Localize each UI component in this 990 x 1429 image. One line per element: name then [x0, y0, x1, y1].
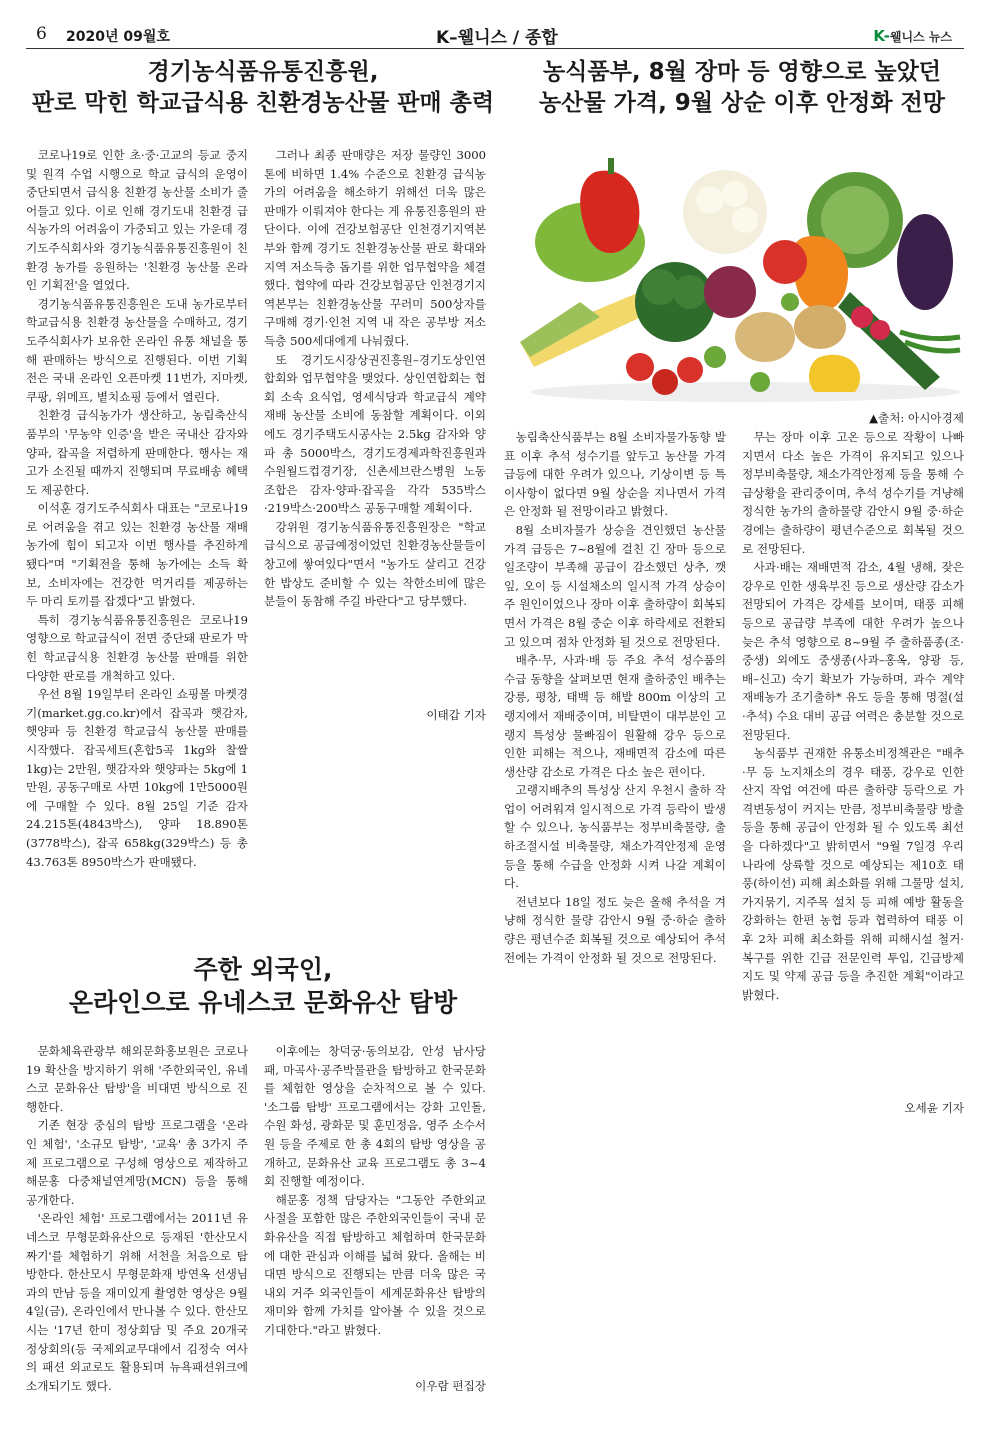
paragraph: 8월 소비자물가 상승을 견인했던 농산물 가격 급등은 7~8월에 걸친 긴 장마 등으로 일조량이 부족해 공급이 감소했던 상추, 깻잎, 오이 등 시설채소의 일시적 가격 상승이 주 원인이었으나 장마 이후 출하량이 회복되면서 가격은 8월 중순 이후 하락세로 전환되고 있으며 점차 안정화 될 것으로 전망된다. [504, 522, 726, 649]
publication-logo [873, 27, 952, 45]
article3-column-1 [504, 428, 726, 967]
paragraph: 고랭지배추의 특성상 산지 우천시 출하 작업이 어려워져 일시적으로 가격 등락이 발생할 수 있으나, 농식품부는 정부비축물량, 출하조절시설 비축물량, 채소가격안정제 운영 등을 통해 수급을 안정화 시켜 나갈 계획이다. [504, 783, 726, 891]
paragraph: 이석훈 경기도주식회사 대표는 "코로나19로 어려움을 겪고 있는 친환경 농산물 재배농가에 힘이 되고자 이번 행사를 추진하게 됐다"며 "기획전을 통해 농가에는 소득 확보, 소비자에는 건강한 먹거리를 제공하는 두 마리 토끼를 잡겠다"고 밝혔다. [26, 501, 248, 609]
article2-column-1 [26, 1042, 248, 1395]
article1-column-1 [26, 146, 248, 871]
page-header [26, 22, 964, 49]
article1-headline-line1: 경기농식품유통진흥원, [147, 59, 379, 85]
article1-byline: 이태갑 기자 [426, 708, 486, 722]
paragraph: 무는 장마 이후 고온 등으로 작황이 나빠지면서 다소 높은 가격이 유지되고 있으나 정부비축물량, 채소가격안정제 등을 통해 수급상황을 관리중이며, 추석 성수기를 겨냥해 정식한 농가의 출하물량 감안시 9월 중·하순경에는 출하량이 평년수준으로 회복될 것으로 전망된다. [742, 430, 964, 556]
page-number: 6 [36, 24, 47, 44]
article1-headline-line2: 판로 막힌 학교급식용 친환경농산물 판매 총력 [31, 89, 495, 116]
logo-k-mark: K- [873, 27, 890, 45]
paragraph: 친환경 급식농가가 생산하고, 농림축산식품부의 '무농약 인증'을 받은 국내산 감자와 양파, 잡곡을 저렴하게 판매한다. 행사는 재고가 소진될 때까지 진행되며 무료배송 혜택도 제공한다. [26, 408, 248, 497]
article3-byline: 오세윤 기자 [904, 1101, 964, 1115]
article3-headline-line1: 농식품부, 8월 장마 등 영향으로 높았던 [542, 59, 942, 85]
paragraph: 전년보다 18일 정도 늦은 올해 추석을 겨냥해 정식한 물량 감안시 9월 중·하순 출하량은 평년수준 회복될 것으로 예상되어 추석 전에는 가격이 안정화 될 것으로 전망된다. [504, 894, 726, 965]
paragraph: 사과·배는 재배면적 감소, 4월 냉해, 잦은 강우로 인한 생육부진 등으로 생산량 감소가 전망되어 가격은 강세를 보이며, 태풍 피해 등으로 공급량 부족에 대한 우려가 높으나 늦은 추석 영향으로 8~9월 주 출하품종(조·중생) 외에도 중생종(사과–홍옥, 양광 등, 배–신고) 숙기 확보가 가능하며, 과수 계약재배농가 조기출하* 유도 등을 통해 명절(설·추석) 수요 대비 공급 여력은 충분할 것으로 전망된다. [742, 560, 964, 742]
paragraph: 배추·무, 사과·배 등 주요 추석 성수품의 수급 동향을 살펴보면 현재 출하중인 배추는 강릉, 평창, 태백 등 해발 800m 이상의 고랭지에서 재배중이며, 비탈면이 대부분인 고랭지 특성상 물빠짐이 원활해 강우 등으로 인한 피해는 적으나, 재배면적 감소에 따른 생산량 감소로 가격은 다소 높은 편이다. [504, 653, 726, 779]
paragraph: 기존 현장 중심의 탐방 프로그램을 '온라인 체험', '소규모 탐방', '교육' 총 3가지 주제 프로그램으로 구성해 영상으로 제작하고 해문홍 다중채널연계망(MCN) 등을 통해 공개한다. [26, 1118, 248, 1207]
vegetables-photo [520, 142, 964, 406]
paragraph: 농림축산식품부는 8월 소비자물가동향 발표 이후 추석 성수기를 앞두고 농산물 가격 급등에 대한 우려가 있으나, 기상이변 등 특이사항이 없다면 9월 상순을 지나면서 가격은 안정화 될 전망이라고 밝혔다. [504, 430, 726, 519]
article2-headline [26, 953, 500, 1020]
article3-headline [514, 57, 970, 118]
logo-text: 웰니스 뉴스 [889, 30, 952, 44]
article2-column-2 [264, 1042, 486, 1340]
article3-column-2 [742, 428, 964, 1004]
paragraph: 문화체육관광부 해외문화홍보원은 코로나19 확산을 방지하기 위해 '주한외국인, 유네스코 문화유산 탐방'을 비대면 방식으로 진행한다. [26, 1044, 248, 1114]
paragraph: 이후에는 창덕궁·동의보감, 안성 남사당패, 마곡사·공주박물관을 탐방하고 한국문화를 체험한 영상을 순차적으로 볼 수 있다. '소그룹 탐방' 프로그램에서는 강화 고인돌, 수원 화성, 광화문 및 훈민정음, 영주 소수서원 등을 주제로 한 총 4회의 탐방 영상을 공개하고, 문화유산 교육 프로그램도 총 3~4회 진행할 예정이다. [264, 1044, 486, 1189]
article3-headline-line2: 농산물 가격, 9월 상순 이후 안정화 전망 [538, 89, 946, 116]
paragraph: 그러나 최종 판매량은 저장 물량인 3000톤에 비하면 1.4% 수준으로 친환경 급식농가의 어려움을 해소하기 위해선 더욱 많은 판매가 이뤄져야 한다는 게 유통진흥원의 판단이다. 이에 건강보험공단 인천경기지역본부와 함께 경기도 친환경농산물 판로 확대와 지역 저소득층 돕기를 위한 업무협약을 체결했다. 협약에 따라 건강보험공단 인천경기지역본부는 친환경농산물 꾸러미 500상자를 구매해 경기·인천 지역 내 작은 공부방 저소득층 500세대에게 나눠줬다. [264, 148, 486, 348]
article2-headline-line1: 주한 외국인, [193, 955, 333, 984]
paragraph: 해문홍 정책 담당자는 "그동안 주한외교사절을 포함한 많은 주한외국인들이 국내 문화유산을 직접 탐방하고 체험하며 한국문화에 대한 관심과 이해를 넓혀 왔다. 올해는 비대면 방식으로 진행되는 만큼 더욱 많은 국내외 거주 외국인들이 세계문화유산 탐방의 재미와 함께 가치를 알아볼 수 있을 것으로 기대한다."라고 밝혔다. [264, 1192, 486, 1337]
photo-caption: ▲출처: 아시아경제 [869, 411, 964, 425]
article1-column-2 [264, 146, 486, 611]
article2-byline: 이우람 편집장 [415, 1379, 486, 1393]
paragraph: 특히 경기농식품유통진흥원은 코로나19 영향으로 학교급식이 전면 중단돼 판로가 막힌 학교급식용 친환경 농산물 판매를 위한 다양한 판로를 개척하고 있다. [26, 612, 248, 683]
paragraph: 강위원 경기농식품유통진흥원장은 "학교급식으로 공급예정이었던 친환경농산물들이 창고에 쌓여있다"면서 "농가도 살리고 건강한 밥상도 준비할 수 있는 착한소비에 많은 분들이 동참해 주길 바란다"고 당부했다. [264, 519, 486, 609]
article2-headline-line2: 온라인으로 유네스코 문화유산 탐방 [68, 988, 458, 1018]
issue-date: 2020년 09월호 [66, 29, 170, 45]
paragraph: '온라인 체험' 프로그램에서는 2011년 유네스코 무형문화유산으로 등재된 '한산모시 짜기'를 체험하기 위해 서천을 처음으로 탐방한다. 한산모시 무형문화재 방연옥 선생님과의 만남 등을 재미있게 촬영한 영상은 9월 4일(금), 온라인에서 만나볼 수 있다. 한산모시는 '17년 한미 정상회담 및 주요 20개국 정상회의(등 국제외교무대에서 김정숙 여사의 패션 외교로도 활용되며 뉴욕패션위크에 소개되기도 했다. [26, 1211, 248, 1393]
paragraph: 경기농식품유통진흥원은 도내 농가로부터 학교급식용 친환경 농산물을 수매하고, 경기도주식회사가 보유한 온라인 유통 채널을 통해 판매하는 방식으로 진행된다. 이번 기획전은 국내 온라인 오픈마켓 11번가, 지마켓, 쿠팡, 위메프, 볕치쇼핑 등에서 열린다. [26, 296, 248, 404]
paragraph: 농식품부 권재한 유통소비정책관은 "배추·무 등 노지채소의 경우 태풍, 강우로 인한 산지 작업 여건에 따른 출하량 등락으로 가격변동성이 커지는 만큼, 정부비축물량 방출 등을 통해 공급이 안정화 될 수 있도록 최선을 다하겠다"고 밝히면서 "9월 7일경 우리나라에 상륙할 것으로 예상되는 제10호 태풍(하이선) 피해 최소화를 위해 그물망 설치, 가지묶기, 지주목 설치 등 피해 예방 활동을 강화하는 한편 농협 등과 협력하여 태풍 이후 2차 피해 최소화를 위해 피해시설 철거·복구를 위한 긴급 전문인력 투입, 긴급방제 지도 및 약제 공급 등을 추진한 계획"이라고 밝혔다. [742, 746, 964, 1002]
paragraph: 우선 8월 19일부터 온라인 쇼핑몰 마켓경기(market.gg.co.kr)에서 잡곡과 햇감자, 햇양파 등 친환경 학교급식 농산물 판매를 시작했다. 잡곡세트(혼합5곡 1kg와 찰쌀 1kg)는 2만원, 햇감자와 햇양파는 5kg에 1만원, 공동구매로 사면 10kg에 1만5000원에 구매할 수 있다. 8월 25일 기준 감자 24.215톤(4843박스), 양파 18.890톤(3778박스), 잡곡 658kg(329박스) 등 총 43.763톤 8950박스가 판매됐다. [26, 687, 248, 869]
article1-headline [26, 57, 500, 118]
paragraph: 코로나19로 인한 초·중·고교의 등교 중지 및 원격 수업 시행으로 학교 급식의 운영이 중단되면서 급식용 친환경 농산물 소비가 줄어들고 있다. 이로 인해 경기도내 친환경 급식농가의 어려움이 가중되고 있는 가운데 경기도주식회사와 경기농식품유통진흥원이 친환경 농가를 응원하는 '친환경 농산물 온라인 기획전'을 열었다. [26, 148, 248, 293]
section-title: K–웰니스 / 종합 [436, 28, 558, 48]
paragraph: 또 경기도시장상권진흥원–경기도상인연합회와 업무협약을 맺었다. 상인연합회는 협회 소속 요식업, 영세식당과 학교급식 계약 재배 농산물 소비에 동참할 계획이다. 이외에도 경기주택도시공사는 2.5kg 감자와 양파 총 5000박스, 경기도경제과학진흥원과 수원월드컵경기장, 신촌세브란스병원 노동조합은 감자·양파·잡곡을 각각 535박스·219박스·200박스 공동구매할 계획이다. [264, 352, 486, 516]
